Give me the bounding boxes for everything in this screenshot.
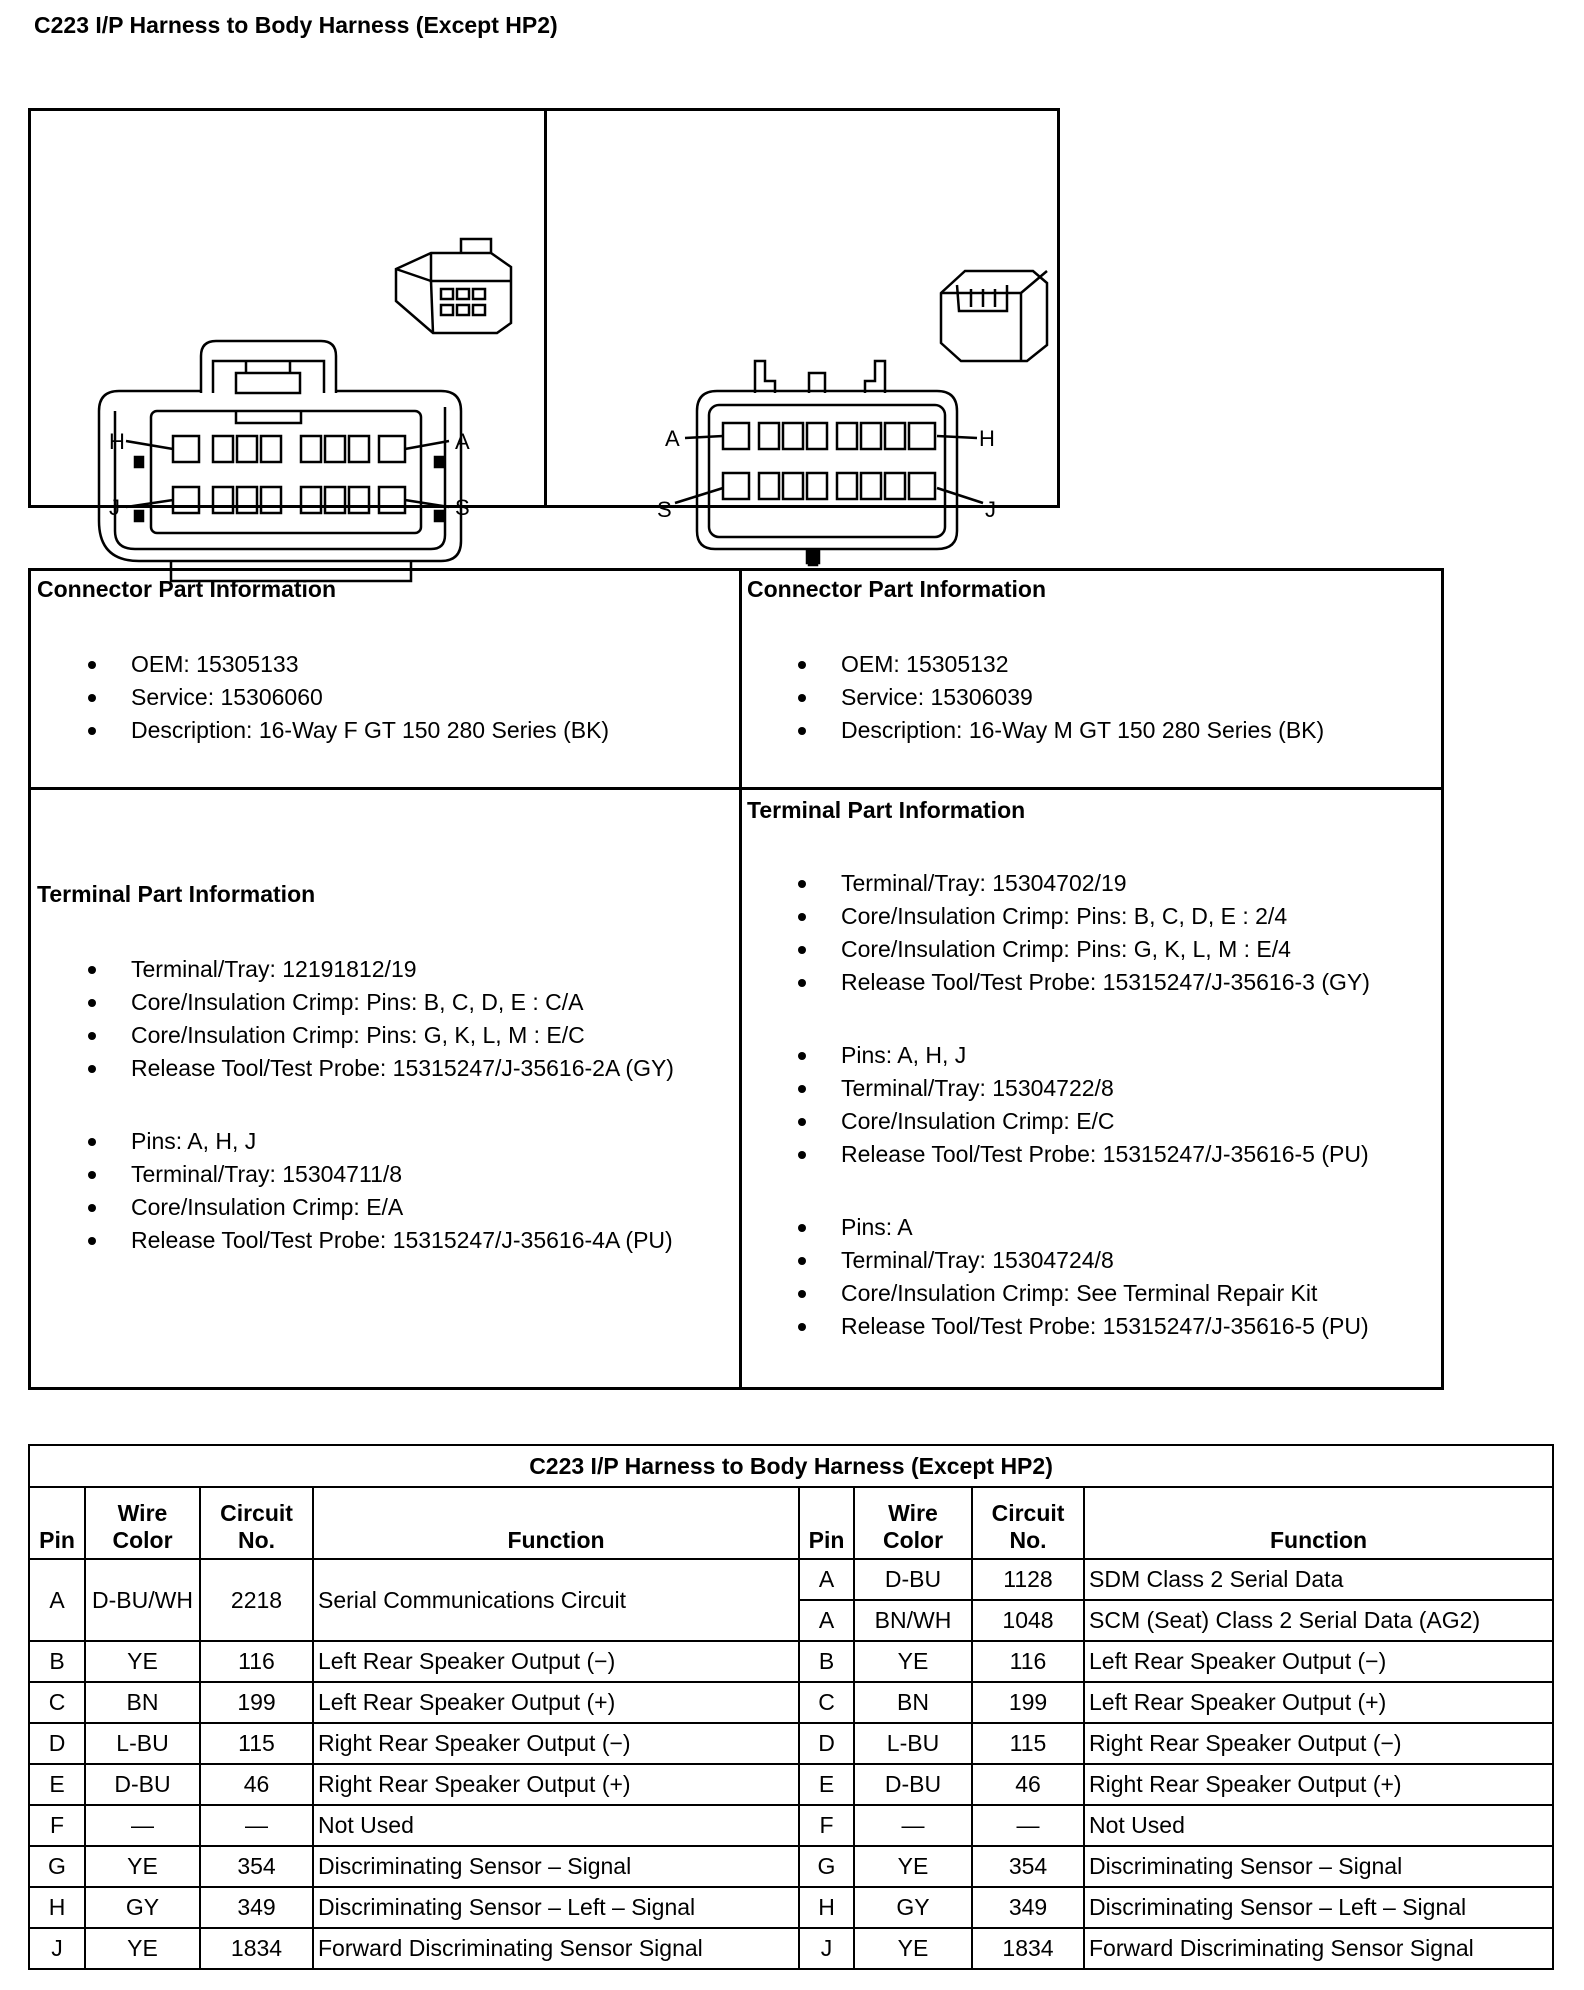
cell-pin: G	[29, 1846, 85, 1887]
cell-circuit: —	[200, 1805, 313, 1846]
cell-circuit: —	[972, 1805, 1084, 1846]
table-row	[29, 1846, 1553, 1887]
cell-circuit: 349	[972, 1887, 1084, 1928]
right-connector-info-heading: Connector Part Information	[747, 576, 1047, 602]
table-row	[29, 1887, 1553, 1928]
table-caption: C223 I/P Harness to Body Harness (Except HP2)	[29, 1445, 1553, 1487]
list-item: OEM: 15305133	[31, 648, 609, 681]
list-item: Terminal/Tray: 12191812/19	[31, 953, 674, 986]
list-item: Service: 15306039	[741, 681, 1324, 714]
cell-circuit: 116	[972, 1641, 1084, 1682]
cell-wire-color: D-BU	[854, 1764, 972, 1805]
female-connector-diagram	[31, 111, 544, 520]
cell-wire-color: —	[85, 1805, 200, 1846]
cell-function: SDM Class 2 Serial Data	[1084, 1559, 1553, 1600]
info-divider-horizontal	[31, 787, 1441, 790]
header-pin: Pin	[29, 1487, 85, 1559]
list-item: Description: 16-Way M GT 150 280 Series (BK)	[741, 714, 1324, 747]
cell-function: Not Used	[1084, 1805, 1553, 1846]
right-terminal-info-group-2	[741, 1039, 1369, 1171]
cell-wire-color: BN	[854, 1682, 972, 1723]
male-connector-diagram	[547, 111, 1057, 522]
cell-wire-color: YE	[85, 1846, 200, 1887]
header-circuit-no: Circuit No.	[972, 1487, 1084, 1559]
list-item: Core/Insulation Crimp: See Terminal Repair Kit	[741, 1277, 1369, 1310]
female-pin-label-j: J	[109, 495, 120, 520]
cell-wire-color: YE	[854, 1846, 972, 1887]
cell-circuit: 1834	[200, 1928, 313, 1969]
cell-wire-color: L-BU	[854, 1723, 972, 1764]
table-row	[29, 1764, 1553, 1805]
cell-wire-color: GY	[854, 1887, 972, 1928]
cell-pin: E	[799, 1764, 854, 1805]
cell-wire-color: —	[854, 1805, 972, 1846]
female-connector-3d-icon	[396, 239, 511, 333]
table-row	[29, 1641, 1553, 1682]
header-wire-color: Wire Color	[85, 1487, 200, 1559]
list-item: Core/Insulation Crimp: Pins: B, C, D, E : 2/4	[741, 900, 1370, 933]
list-item: Core/Insulation Crimp: Pins: G, K, L, M : E/C	[31, 1019, 674, 1052]
cell-function: Discriminating Sensor – Signal	[313, 1846, 799, 1887]
male-pin-label-s: S	[657, 497, 672, 522]
left-connector-info-list	[31, 648, 609, 747]
cell-function: Forward Discriminating Sensor Signal	[313, 1928, 799, 1969]
cell-function: Right Rear Speaker Output (−)	[1084, 1723, 1553, 1764]
cell-wire-color: GY	[85, 1887, 200, 1928]
cell-function: Discriminating Sensor – Left – Signal	[313, 1887, 799, 1928]
cell-function: SCM (Seat) Class 2 Serial Data (AG2)	[1084, 1600, 1553, 1641]
cell-pin: C	[29, 1682, 85, 1723]
cell-wire-color: D-BU	[85, 1764, 200, 1805]
header-wire-color: Wire Color	[854, 1487, 972, 1559]
cell-circuit: 354	[972, 1846, 1084, 1887]
cell-pin: J	[29, 1928, 85, 1969]
left-terminal-info-group-1	[31, 953, 674, 1085]
list-item: Terminal/Tray: 15304722/8	[741, 1072, 1369, 1105]
cell-wire-color: D-BU	[854, 1559, 972, 1600]
list-item: Release Tool/Test Probe: 15315247/J-35616-5 (PU)	[741, 1138, 1369, 1171]
table-row	[29, 1805, 1553, 1846]
left-terminal-info-group-2	[31, 1125, 673, 1257]
list-item: Core/Insulation Crimp: E/A	[31, 1191, 673, 1224]
table-row	[29, 1928, 1553, 1969]
cell-pin: F	[799, 1805, 854, 1846]
list-item: Terminal/Tray: 15304702/19	[741, 867, 1370, 900]
cell-function: Serial Communications Circuit	[313, 1559, 799, 1641]
cell-function: Right Rear Speaker Output (−)	[313, 1723, 799, 1764]
right-terminal-info-heading: Terminal Part Information	[747, 797, 1026, 823]
cell-function: Left Rear Speaker Output (−)	[1084, 1641, 1553, 1682]
list-item: Pins: A	[741, 1211, 1369, 1244]
list-item: Core/Insulation Crimp: E/C	[741, 1105, 1369, 1138]
cell-pin: D	[799, 1723, 854, 1764]
cell-circuit: 115	[200, 1723, 313, 1764]
female-pin-label-s: S	[455, 495, 470, 520]
right-terminal-info-group-3	[741, 1211, 1369, 1343]
list-item: Terminal/Tray: 15304724/8	[741, 1244, 1369, 1277]
cell-wire-color: YE	[854, 1641, 972, 1682]
cell-pin: A	[29, 1559, 85, 1641]
table-row	[29, 1723, 1553, 1764]
cell-function: Not Used	[313, 1805, 799, 1846]
cell-circuit: 46	[200, 1764, 313, 1805]
cell-pin: A	[799, 1600, 854, 1641]
connector-diagram-panel	[28, 108, 1060, 522]
right-terminal-info-group-1	[741, 867, 1370, 999]
table-row	[29, 1682, 1553, 1723]
list-item: OEM: 15305132	[741, 648, 1324, 681]
cell-function: Right Rear Speaker Output (+)	[1084, 1764, 1553, 1805]
list-item: Description: 16-Way F GT 150 280 Series (BK)	[31, 714, 609, 747]
cell-pin: H	[29, 1887, 85, 1928]
list-item: Release Tool/Test Probe: 15315247/J-35616-2A (GY)	[31, 1052, 674, 1085]
cell-pin: A	[799, 1559, 854, 1600]
pinout-table	[28, 1444, 1554, 1970]
left-terminal-info-heading: Terminal Part Information	[37, 881, 316, 907]
list-item: Service: 15306060	[31, 681, 609, 714]
header-function: Function	[313, 1487, 799, 1559]
cell-pin: D	[29, 1723, 85, 1764]
list-item: Core/Insulation Crimp: Pins: G, K, L, M : E/4	[741, 933, 1370, 966]
cell-pin: H	[799, 1887, 854, 1928]
cell-circuit: 1048	[972, 1600, 1084, 1641]
part-information-panel	[28, 568, 1444, 1390]
cell-function: Right Rear Speaker Output (+)	[313, 1764, 799, 1805]
cell-pin: F	[29, 1805, 85, 1846]
male-connector-3d-icon	[941, 271, 1047, 361]
list-item: Release Tool/Test Probe: 15315247/J-35616-5 (PU)	[741, 1310, 1369, 1343]
list-item: Pins: A, H, J	[31, 1125, 673, 1158]
header-function: Function	[1084, 1487, 1553, 1559]
page-title: C223 I/P Harness to Body Harness (Except HP2)	[34, 12, 558, 38]
list-item: Release Tool/Test Probe: 15315247/J-35616-3 (GY)	[741, 966, 1370, 999]
cell-pin: E	[29, 1764, 85, 1805]
cell-function: Discriminating Sensor – Signal	[1084, 1846, 1553, 1887]
left-connector-info-heading: Connector Part Information	[37, 576, 337, 602]
list-item: Pins: A, H, J	[741, 1039, 1369, 1072]
list-item: Core/Insulation Crimp: Pins: B, C, D, E : C/A	[31, 986, 674, 1019]
cell-pin: B	[799, 1641, 854, 1682]
female-pin-label-h: H	[109, 429, 125, 454]
cell-wire-color: BN	[85, 1682, 200, 1723]
list-item: Terminal/Tray: 15304711/8	[31, 1158, 673, 1191]
cell-circuit: 115	[972, 1723, 1084, 1764]
cell-circuit: 199	[200, 1682, 313, 1723]
female-pin-label-a: A	[455, 429, 470, 454]
cell-function: Left Rear Speaker Output (+)	[1084, 1682, 1553, 1723]
cell-circuit: 116	[200, 1641, 313, 1682]
male-pin-label-h: H	[979, 426, 995, 451]
cell-wire-color: YE	[85, 1928, 200, 1969]
cell-wire-color: L-BU	[85, 1723, 200, 1764]
header-pin: Pin	[799, 1487, 854, 1559]
cell-pin: C	[799, 1682, 854, 1723]
table-row	[29, 1559, 1553, 1600]
cell-pin: B	[29, 1641, 85, 1682]
cell-function: Left Rear Speaker Output (+)	[313, 1682, 799, 1723]
cell-circuit: 199	[972, 1682, 1084, 1723]
header-circuit-no: Circuit No.	[200, 1487, 313, 1559]
cell-circuit: 46	[972, 1764, 1084, 1805]
cell-circuit: 2218	[200, 1559, 313, 1641]
cell-pin: G	[799, 1846, 854, 1887]
male-pin-label-j: J	[985, 497, 996, 522]
cell-pin: J	[799, 1928, 854, 1969]
cell-circuit: 1128	[972, 1559, 1084, 1600]
cell-function: Discriminating Sensor – Left – Signal	[1084, 1887, 1553, 1928]
cell-circuit: 1834	[972, 1928, 1084, 1969]
cell-function: Forward Discriminating Sensor Signal	[1084, 1928, 1553, 1969]
cell-wire-color: BN/WH	[854, 1600, 972, 1641]
right-connector-info-list	[741, 648, 1324, 747]
cell-circuit: 354	[200, 1846, 313, 1887]
cell-wire-color: D-BU/WH	[85, 1559, 200, 1641]
cell-wire-color: YE	[85, 1641, 200, 1682]
cell-circuit: 349	[200, 1887, 313, 1928]
cell-function: Left Rear Speaker Output (−)	[313, 1641, 799, 1682]
list-item: Release Tool/Test Probe: 15315247/J-35616-4A (PU)	[31, 1224, 673, 1257]
cell-wire-color: YE	[854, 1928, 972, 1969]
male-pin-label-a: A	[665, 426, 680, 451]
